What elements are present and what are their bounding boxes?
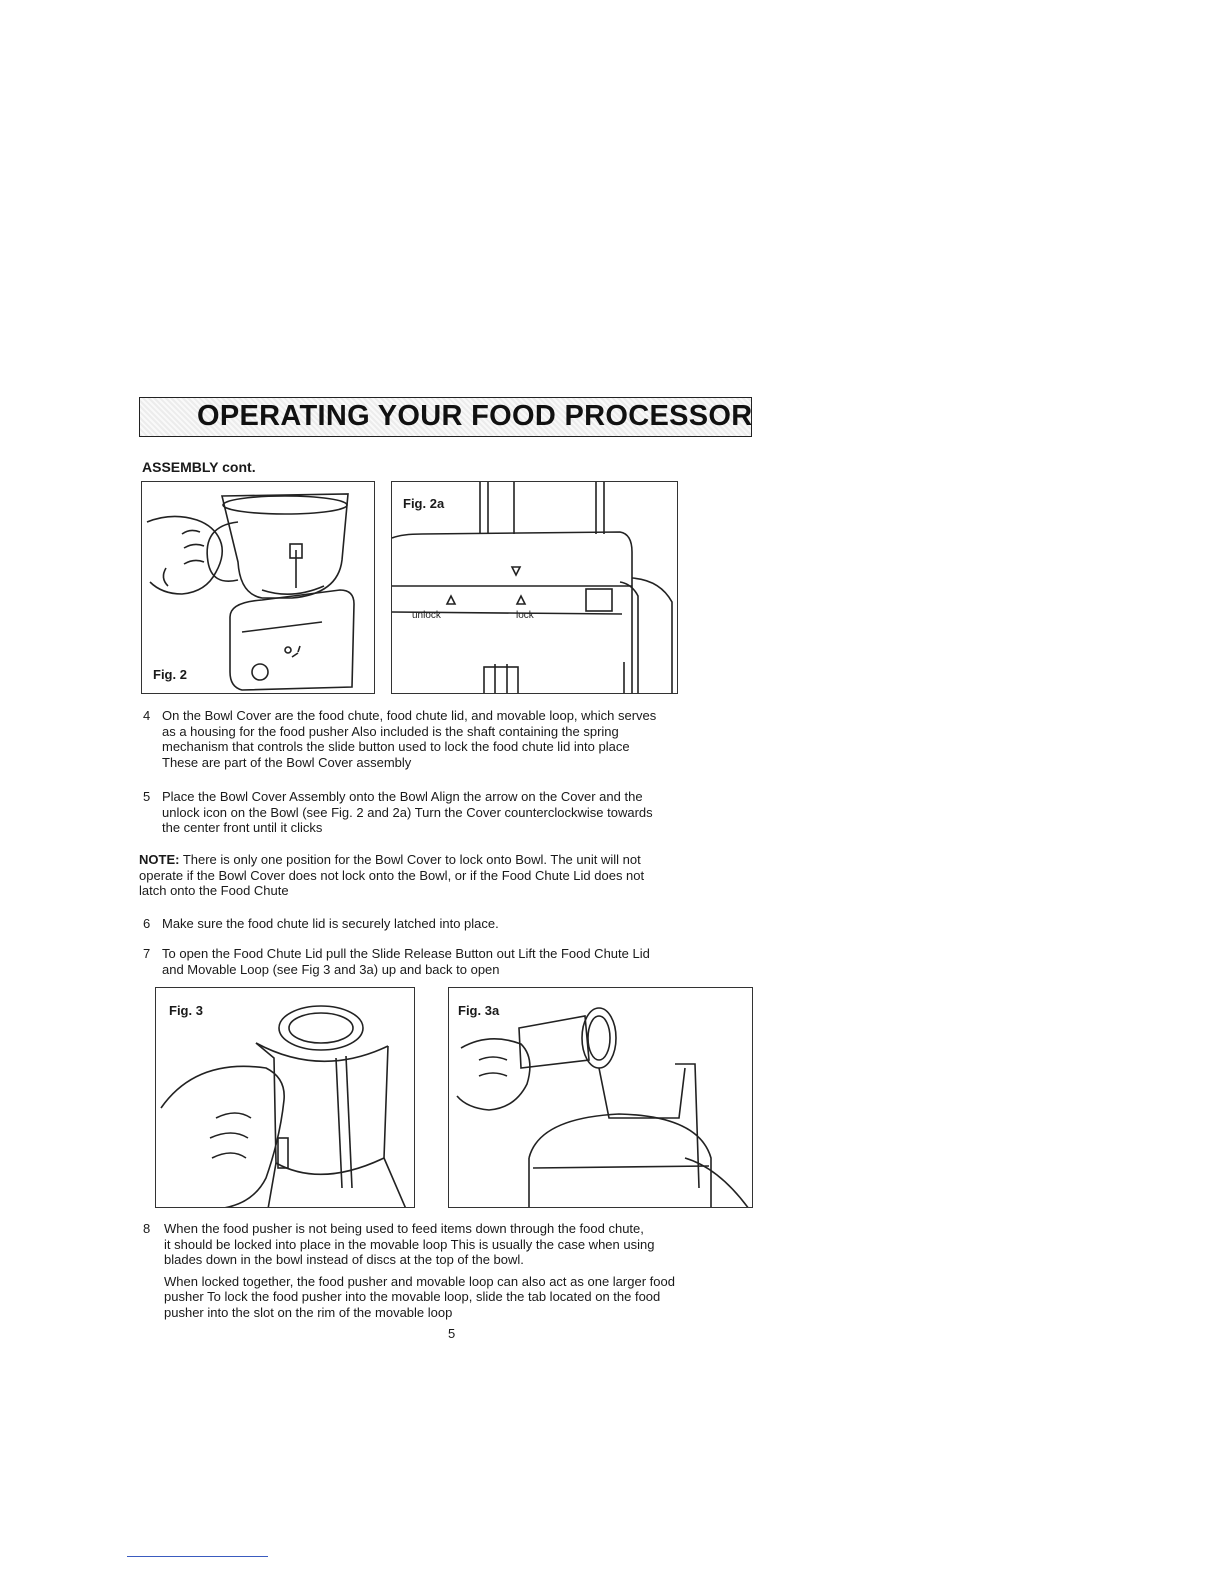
section-subheading: ASSEMBLY cont. xyxy=(142,459,256,475)
step-4-line: as a housing for the food pusher Also included is the shaft containing the spring xyxy=(162,723,619,739)
step-6-text xyxy=(162,916,499,932)
step-8-number: 8 xyxy=(143,1221,151,1236)
note-line: latch onto the Food Chute xyxy=(139,883,289,898)
note-line: There is only one position for the Bowl Cover to lock onto Bowl. The unit will not xyxy=(179,852,641,867)
fig3a-illustration xyxy=(449,988,753,1208)
fig2a-label: Fig. 2a xyxy=(403,496,445,511)
page-number: 5 xyxy=(448,1326,456,1341)
step-8-line: pusher To lock the food pusher into the movable loop, slide the tab located on the food xyxy=(164,1289,661,1304)
note-label: NOTE: xyxy=(139,852,180,867)
lock-label: lock xyxy=(516,610,534,621)
step-8-line: pusher into the slot on the rim of the movable loop xyxy=(164,1304,453,1320)
step-6-line: Make sure the food chute lid is securely latched into place. xyxy=(162,916,499,931)
step-5-line: unlock icon on the Bowl (see Fig. 2 and 2a) Turn the Cover counterclockwise towards xyxy=(162,804,653,820)
figure-3a xyxy=(448,987,753,1208)
unlock-label: unlock xyxy=(412,610,441,621)
figure-2a xyxy=(391,481,678,694)
step-6-number: 6 xyxy=(143,916,151,931)
figure-3 xyxy=(155,987,415,1208)
footer-rule xyxy=(127,1556,268,1557)
step-5-line: the center front until it clicks xyxy=(162,820,323,835)
step-5-number: 5 xyxy=(143,789,151,804)
note-line: operate if the Bowl Cover does not lock onto the Bowl, or if the Food Chute Lid does not xyxy=(139,867,645,883)
step-4-text xyxy=(162,708,656,770)
step-8-line: blades down in the bowl instead of discs at the top of the bowl. xyxy=(164,1252,524,1267)
step-4-line: mechanism that controls the slide button used to lock the food chute lid into place xyxy=(162,739,630,754)
section-banner xyxy=(139,397,752,437)
fig3-illustration xyxy=(156,988,415,1208)
step-5-text xyxy=(162,789,653,836)
step-4-number: 4 xyxy=(143,708,151,723)
step-7-line: To open the Food Chute Lid pull the Slide Release Button out Lift the Food Chute Lid xyxy=(162,946,650,961)
figure-2 xyxy=(141,481,375,694)
fig3-label: Fig. 3 xyxy=(169,1003,203,1018)
step-7-text xyxy=(162,946,650,977)
step-5-line: Place the Bowl Cover Assembly onto the Bowl Align the arrow on the Cover and the xyxy=(162,789,643,804)
fig2-illustration xyxy=(142,482,375,694)
step-7-line: and Movable Loop (see Fig 3 and 3a) up and back to open xyxy=(162,961,500,977)
fig2-label: Fig. 2 xyxy=(153,667,187,682)
fig2a-illustration xyxy=(392,482,678,694)
step-4-line: These are part of the Bowl Cover assembly xyxy=(162,754,412,770)
step-4-line: On the Bowl Cover are the food chute, food chute lid, and movable loop, which serves xyxy=(162,708,657,723)
step-7-number: 7 xyxy=(143,946,151,961)
step-8-text xyxy=(164,1221,675,1320)
note-paragraph xyxy=(139,852,644,899)
step-8-line: it should be locked into place in the movable loop This is usually the case when using xyxy=(164,1236,655,1252)
step-8-line: When locked together, the food pusher and movable loop can also act as one larger food xyxy=(164,1273,675,1289)
step-8-line: When the food pusher is not being used to feed items down through the food chute, xyxy=(164,1221,644,1236)
fig3a-label: Fig. 3a xyxy=(458,1003,500,1018)
page-title: OPERATING YOUR FOOD PROCESSOR xyxy=(197,400,753,432)
